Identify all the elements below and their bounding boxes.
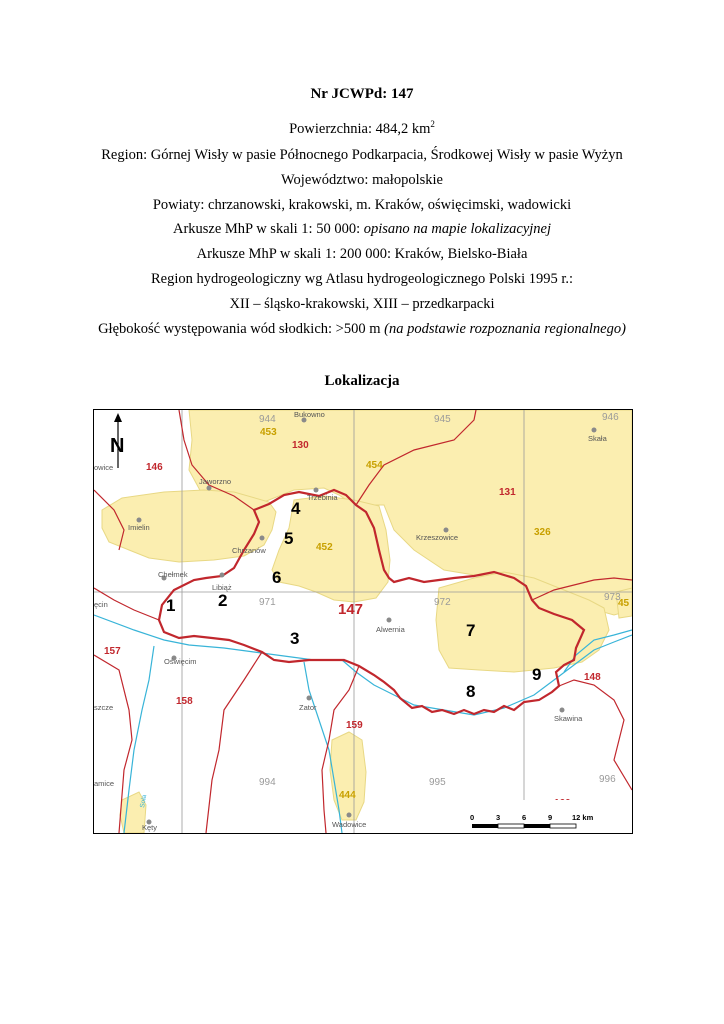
town-label: Trzebinia	[307, 493, 338, 502]
scale-tick: 0	[470, 813, 475, 822]
jcwpd-number: 157	[104, 646, 121, 657]
sheet-index: 4	[291, 499, 301, 518]
depth-note: (na podstawie rozpoznania regionalnego)	[384, 321, 626, 337]
hydro-units-line: XII – śląsko-krakowski, XIII – przedkarpacki	[229, 296, 495, 312]
gzwp-number: 45	[618, 598, 630, 609]
jcwpd-number: 158	[176, 696, 193, 707]
gzwp-areas	[102, 410, 632, 833]
sheets-50k-text: Arkusze MhP w skali 1: 50 000:	[172, 221, 364, 237]
town-label: Alwernia	[376, 625, 405, 634]
edge-label: owice	[94, 463, 114, 472]
sheets-50k-note: opisano na mapie lokalizacyjnej	[363, 221, 552, 237]
town-label: Wadowice	[332, 820, 367, 829]
town-label: Kęty	[142, 823, 158, 832]
town-label: Krzeszowice	[416, 533, 459, 542]
town-label: Bukowno	[294, 410, 325, 419]
document-title: Nr JCWPd: 147	[310, 86, 414, 102]
sheet-index: 8	[466, 682, 476, 701]
town-label: Imielin	[128, 523, 150, 532]
main-jcwpd-label: 147	[338, 601, 364, 618]
sheet-index: 3	[290, 629, 300, 648]
edge-label: szcze	[94, 703, 114, 712]
sheet-number: 945	[434, 414, 451, 425]
town-label: Libiąż	[212, 583, 232, 592]
sheet-index: 5	[284, 529, 294, 548]
north-label: N	[110, 435, 125, 457]
sheet-number: 971	[259, 597, 276, 608]
area-text: Powierzchnia: 484,2 km	[289, 121, 431, 137]
section-title: Lokalizacja	[324, 373, 400, 389]
jcwpd-number: 148	[584, 672, 601, 683]
sheet-index: 6	[272, 568, 282, 587]
sheet-index: 7	[466, 621, 476, 640]
gzwp-number: 452	[316, 542, 333, 553]
depth-text: Głębokość występowania wód słodkich: >500 m	[98, 321, 385, 337]
scale-tick: 3	[496, 813, 501, 822]
sheet-number: 944	[259, 414, 276, 425]
town-label: Chrzanów	[232, 546, 266, 555]
scale-tick: 9	[548, 813, 553, 822]
sheet-number: 995	[429, 777, 446, 788]
town-label: Jaworzno	[199, 477, 232, 486]
location-map	[93, 409, 633, 834]
edge-label: amice	[94, 779, 115, 788]
town-label: Skawina	[554, 714, 583, 723]
sheet-number: 994	[259, 777, 276, 788]
sheet-number: 972	[434, 597, 451, 608]
gzwp-number: 326	[534, 527, 551, 538]
river-label: Soła	[139, 794, 149, 809]
sheets-200k-line: Arkusze MhP w skali 1: 200 000: Kraków, Bielsko-Biała	[196, 246, 528, 262]
region-line: Region: Górnej Wisły w pasie Północnego Podkarpacia, Środkowej Wisły w pasie Wyżyn	[101, 147, 623, 163]
jcwpd-number: 130	[292, 440, 309, 451]
town-label: Skała	[588, 434, 607, 443]
depth-line	[0, 321, 724, 337]
town-label: Chełmek	[158, 570, 188, 579]
edge-label: ęcin	[94, 600, 108, 609]
north-arrow-icon	[110, 413, 124, 468]
gzwp-area-444	[330, 732, 366, 820]
sheet-number: 946	[602, 412, 619, 423]
town-label: Zator	[299, 703, 317, 712]
sheets-50k-line	[0, 221, 724, 237]
counties-line: Powiaty: chrzanowski, krakowski, m. Kraków, oświęcimski, wadowicki	[152, 197, 572, 213]
voivodeship-line: Województwo: małopolskie	[281, 172, 443, 188]
area-unit-sup: 2	[430, 119, 435, 129]
hydro-region-line: Region hydrogeologiczny wg Atlasu hydrogeologicznego Polski 1995 r.:	[150, 271, 574, 287]
scale-tick: 6	[522, 813, 527, 822]
jcwpd-number: 146	[146, 462, 163, 473]
jcwpd-number: 131	[499, 487, 516, 498]
town-label: Oświęcim	[164, 657, 197, 666]
sheet-index: 2	[218, 591, 228, 610]
scale-bar	[470, 800, 632, 833]
scale-tick: 12 km	[572, 813, 594, 822]
jcwpd-number: 159	[346, 720, 363, 731]
gzwp-number: 453	[260, 427, 277, 438]
sheet-number: 996	[599, 774, 616, 785]
gzwp-number: 444	[339, 790, 356, 801]
sheet-number: 973	[604, 592, 621, 603]
sheet-index: 9	[532, 665, 542, 684]
gzwp-number: 454	[366, 460, 383, 471]
sheet-index: 1	[166, 596, 176, 615]
area-line	[0, 121, 724, 137]
